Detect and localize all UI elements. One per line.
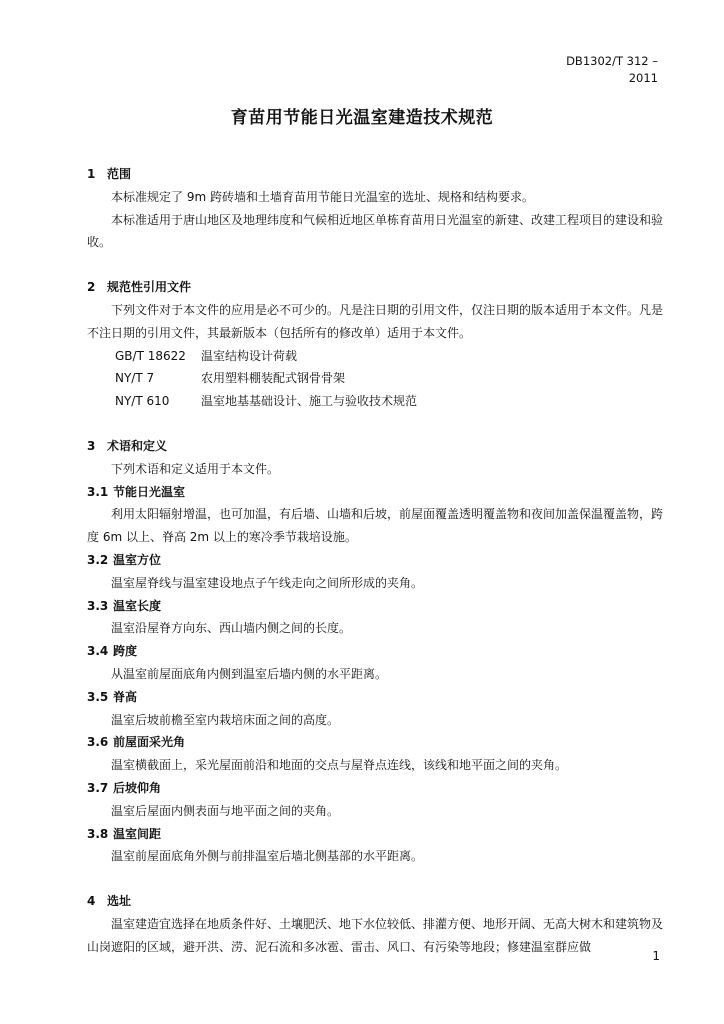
term-title: 后坡仰角 <box>113 780 162 795</box>
section-title: 术语和定义 <box>107 438 168 453</box>
term-heading <box>87 595 663 618</box>
term-definition: 温室前屋面底角外侧与前排温室后墙北侧基部的水平距离。 <box>111 849 424 864</box>
section-4-heading <box>87 890 663 913</box>
section-3-heading <box>87 435 663 458</box>
section-2-paragraph-1: 下列文件对于本文件的应用是必不可少的。凡是注日期的引用文件，仅注日期的版本适用于本文件。凡是不注日期的引用文件，其最新版本（包括所有的修改单）适用于本文件。 <box>87 302 664 340</box>
term-number: 3.6 <box>87 735 109 750</box>
term-title: 温室长度 <box>113 598 162 613</box>
document-title: 育苗用节能日光温室建造技术规范 <box>230 108 494 128</box>
term-heading <box>87 823 663 846</box>
section-4-paragraph-1: 温室建造宜选择在地质条件好、土壤肥沃、地下水位较低、排灌方便、地形开阔、无高大树木和建筑物及山岗遮阳的区域，避开洪、涝、泥石流和多冰雹、雷击、风口、有污染等地段；修建温室群应做 <box>87 916 664 954</box>
section-1-heading <box>87 163 663 186</box>
term-heading <box>87 731 663 754</box>
section-1-paragraph-2: 本标准适用于唐山地区及地理纬度和气候相近地区单栋育苗用日光温室的新建、改建工程项目的建设和验收。 <box>87 212 664 250</box>
reference-code: NY/T 610 <box>115 394 170 409</box>
reference-name: 温室结构设计荷载 <box>201 348 298 363</box>
term-number: 3.8 <box>87 826 109 841</box>
reference-name: 农用塑料棚装配式钢骨骨架 <box>201 371 346 386</box>
term-title: 温室间距 <box>113 826 162 841</box>
reference-code: NY/T 7 <box>115 371 155 386</box>
term-heading <box>87 640 663 663</box>
section-number: 3 <box>87 438 96 453</box>
section-1-paragraph-1: 本标准规定了 9m 跨砖墙和土墙育苗用节能日光温室的选址、规格和结构要求。 <box>111 189 534 204</box>
section-title: 选址 <box>107 894 132 909</box>
term-definition: 温室后屋面内侧表面与地平面之间的夹角。 <box>111 803 340 818</box>
section-title: 范围 <box>107 167 132 181</box>
term-title: 节能日光温室 <box>113 484 186 499</box>
term-number: 3.7 <box>87 780 109 795</box>
reference-item <box>87 390 663 413</box>
term-definition: 温室横截面上，采光屋面前沿和地面的交点与屋脊点连线，该线和地平面之间的夹角。 <box>111 758 568 773</box>
standard-number-line1: DB1302/T 312 – <box>566 54 658 68</box>
term-definition: 利用太阳辐射增温，也可加温，有后墙、山墙和后坡，前屋面覆盖透明覆盖物和夜间加盖保温覆盖物，跨度 6m 以上、脊高 2m 以上的寒冷季节栽培设施。 <box>87 507 664 545</box>
term-number: 3.2 <box>87 552 109 567</box>
term-heading <box>87 686 663 709</box>
section-3-intro: 下列术语和定义适用于本文件。 <box>111 461 280 476</box>
term-number: 3.1 <box>87 484 109 499</box>
term-definition: 温室沿屋脊方向东、西山墙内侧之间的长度。 <box>111 621 352 636</box>
reference-name: 温室地基基础设计、施工与验收技术规范 <box>201 394 418 409</box>
term-number: 3.5 <box>87 689 109 704</box>
section-number: 4 <box>87 894 96 909</box>
page-number: 1 <box>652 949 660 963</box>
section-number: 2 <box>87 280 96 295</box>
reference-code: GB/T 18622 <box>115 348 186 363</box>
term-heading <box>87 481 663 504</box>
standard-number <box>518 53 658 87</box>
term-definition: 温室后坡前檐至室内栽培床面之间的高度。 <box>111 712 340 727</box>
term-heading <box>87 549 663 572</box>
term-title: 脊高 <box>113 689 138 704</box>
term-number: 3.3 <box>87 598 109 613</box>
term-title: 跨度 <box>113 644 138 659</box>
section-title: 规范性引用文件 <box>107 280 192 295</box>
reference-item <box>87 367 663 390</box>
term-title: 温室方位 <box>113 552 162 567</box>
term-title: 前屋面采光角 <box>113 735 186 750</box>
term-number: 3.4 <box>87 644 109 659</box>
reference-item <box>87 345 663 368</box>
term-definition: 从温室前屋面底角内侧到温室后墙内侧的水平距离。 <box>111 666 388 681</box>
document-body <box>87 163 663 959</box>
section-number: 1 <box>87 167 96 181</box>
section-2-heading <box>87 276 663 299</box>
term-definition: 温室屋脊线与温室建设地点子午线走向之间所形成的夹角。 <box>111 575 424 590</box>
standard-number-line2: 2011 <box>628 71 658 85</box>
term-heading <box>87 777 663 800</box>
